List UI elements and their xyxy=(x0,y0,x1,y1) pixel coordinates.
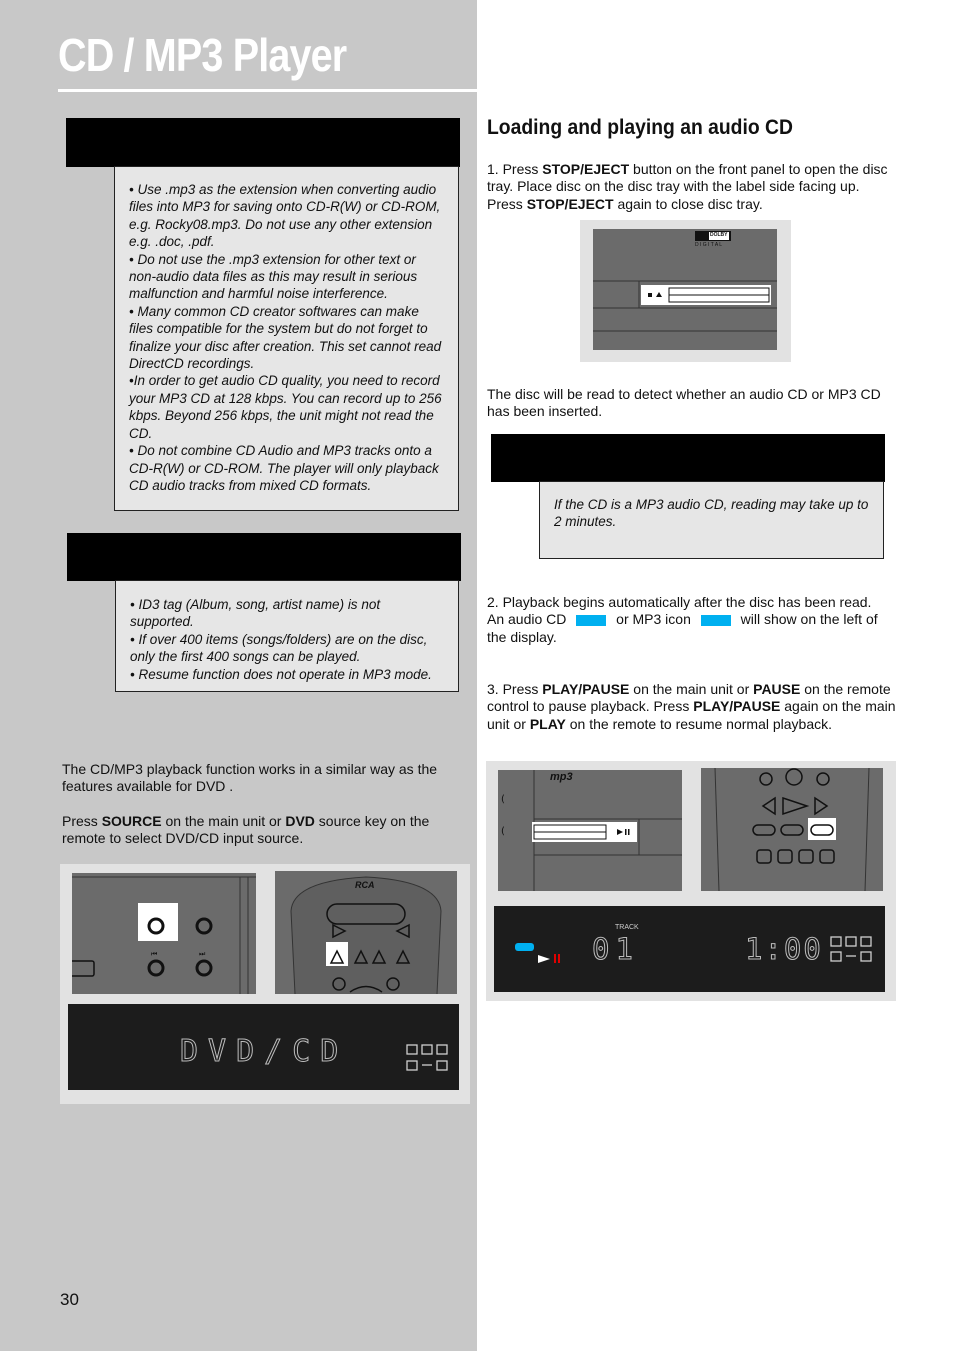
text: Press xyxy=(62,812,102,829)
stop-eject-label: STOP/EJECT xyxy=(542,161,630,177)
play-pause-label: PLAY/PAUSE xyxy=(693,698,781,715)
main-unit-playback-closeup xyxy=(498,770,682,891)
source-key-label: SOURCE xyxy=(101,812,162,829)
text: again on the main unit or xyxy=(487,698,896,732)
text: 2. Playback begins automatically after the disc has been read. xyxy=(487,594,872,610)
svg-text:⏭: ⏭ xyxy=(199,950,206,958)
source-instruction xyxy=(62,813,462,848)
note1-item: • Do not combine CD Audio and MP3 tracks onto a CD-R(W) or CD-ROM. The player will only playback CD audio tracks from mixed CD formats. xyxy=(129,443,439,493)
disc-type-icon xyxy=(515,943,534,951)
step3-paragraph xyxy=(487,681,897,733)
audio-cd-icon xyxy=(576,615,606,626)
text: again to close disc tray. xyxy=(613,195,763,212)
page-title: CD / MP3 Player xyxy=(58,29,347,81)
track-label: TRACK xyxy=(615,924,639,931)
section-heading: Loading and playing an audio CD xyxy=(487,116,793,139)
note2-item: • If over 400 items (songs/folders) are on the disc, only the first 400 songs can be played. xyxy=(130,631,428,665)
source-illustration-panel xyxy=(60,864,470,1104)
remote-playback-svg xyxy=(701,768,883,891)
text: 3. Press xyxy=(487,681,543,697)
note1-text xyxy=(129,181,444,494)
pause-label: PAUSE xyxy=(753,681,801,697)
play-indicator-icon xyxy=(538,955,550,963)
text: or MP3 icon xyxy=(612,611,695,628)
title-rule xyxy=(58,89,478,92)
svg-text:(: ( xyxy=(501,826,505,837)
track-time-display xyxy=(494,906,885,992)
note2-box xyxy=(115,580,459,692)
text: 1. Press xyxy=(487,161,543,177)
disc-read-paragraph xyxy=(487,386,887,421)
track-number: 01 xyxy=(592,932,639,966)
display-indicators xyxy=(68,1004,459,1090)
note1-item: • Do not use the .mp3 extension for other text or non-audio data files as this may result in serious malfunction and harmful noise interference. xyxy=(129,251,418,302)
remote-logo: RCA xyxy=(355,880,375,890)
pause-indicator-icon xyxy=(554,954,556,963)
disc-tray-closeup xyxy=(593,229,777,350)
note1-item: •In order to get audio CD quality, you need to record your MP3 CD at 128 kbps. You can record up to 256 kbps. Beyond 256 kbps, the unit might not read the CD. xyxy=(129,373,442,441)
dvd-key-label: DVD xyxy=(285,812,315,829)
note2-item: • ID3 tag (Album, song, artist name) is not supported. xyxy=(130,597,381,630)
dolby-label: DOLBY xyxy=(710,232,728,238)
text: on the main unit or xyxy=(161,812,286,829)
intro-text: The CD/MP3 playback function works in a similar way as the features available for DVD . xyxy=(62,761,438,795)
note3-box xyxy=(539,481,884,559)
text: on the remote control to pause playback. Press xyxy=(487,681,891,715)
main-unit-playback-svg xyxy=(498,770,682,891)
read-text: The disc will be read to detect whether an audio CD or MP3 CD has been inserted. xyxy=(487,386,881,420)
note1-box xyxy=(114,166,459,511)
cd-intro-paragraph xyxy=(62,761,462,848)
note3-header-bar xyxy=(491,434,885,482)
play-pause-label: PLAY/PAUSE xyxy=(542,681,630,697)
tray-illustration-panel xyxy=(580,220,791,362)
svg-text:⏮: ⏮ xyxy=(151,950,158,958)
text: source key on the remote to select DVD/CD input source. xyxy=(62,812,430,847)
step2-paragraph xyxy=(487,594,897,646)
note1-item: • Use .mp3 as the extension when converting audio files into MP3 for saving onto CD-R(W) or CD-ROM, e.g. Rocky08.mp3. Do not use any other extension e.g. .doc, .pdf. xyxy=(129,182,441,250)
note1-header-bar xyxy=(66,118,460,167)
text: on the main unit or xyxy=(629,681,754,697)
text: on the remote to resume normal playback. xyxy=(565,715,833,732)
stop-eject-label: STOP/EJECT xyxy=(526,195,614,212)
svg-text:(: ( xyxy=(501,794,505,805)
remote-playback-closeup xyxy=(701,768,883,891)
dvdcd-display xyxy=(68,1004,459,1090)
text: button on the front panel to open the disc tray. Place disc on the disc tray with the label side facing up. Press xyxy=(487,161,888,212)
note3-text: If the CD is a MP3 audio CD, reading may take up to 2 minutes. xyxy=(554,497,869,530)
text: will show on the left of the display. xyxy=(487,611,878,645)
step1-paragraph xyxy=(487,161,897,213)
note1-item: • Many common CD creator softwares can make files compatible for the system but do not forget to finalize your disc after creation. This set cannot read DirectCD recordings. xyxy=(129,303,442,372)
page-number: 30 xyxy=(60,1290,79,1309)
disc-tray-svg xyxy=(593,229,777,350)
note2-item: • Resume function does not operate in MP3 mode. xyxy=(130,666,432,682)
main-unit-svg xyxy=(72,873,256,994)
main-unit-closeup xyxy=(72,873,256,994)
elapsed-time: 1:00 xyxy=(745,932,823,966)
display-readout: DVD/CD xyxy=(180,1034,349,1069)
mp3-icon xyxy=(701,615,731,626)
playback-indicators xyxy=(494,906,885,992)
remote-closeup xyxy=(275,871,457,994)
digital-label: D I G I T A L xyxy=(695,242,723,248)
play-label: PLAY xyxy=(529,715,566,732)
playback-illustration-panel xyxy=(486,761,896,1001)
note2-text xyxy=(130,596,444,683)
text: An audio CD xyxy=(487,611,571,628)
mp3-logo: mp3 xyxy=(550,771,573,783)
note2-header-bar xyxy=(67,533,461,581)
